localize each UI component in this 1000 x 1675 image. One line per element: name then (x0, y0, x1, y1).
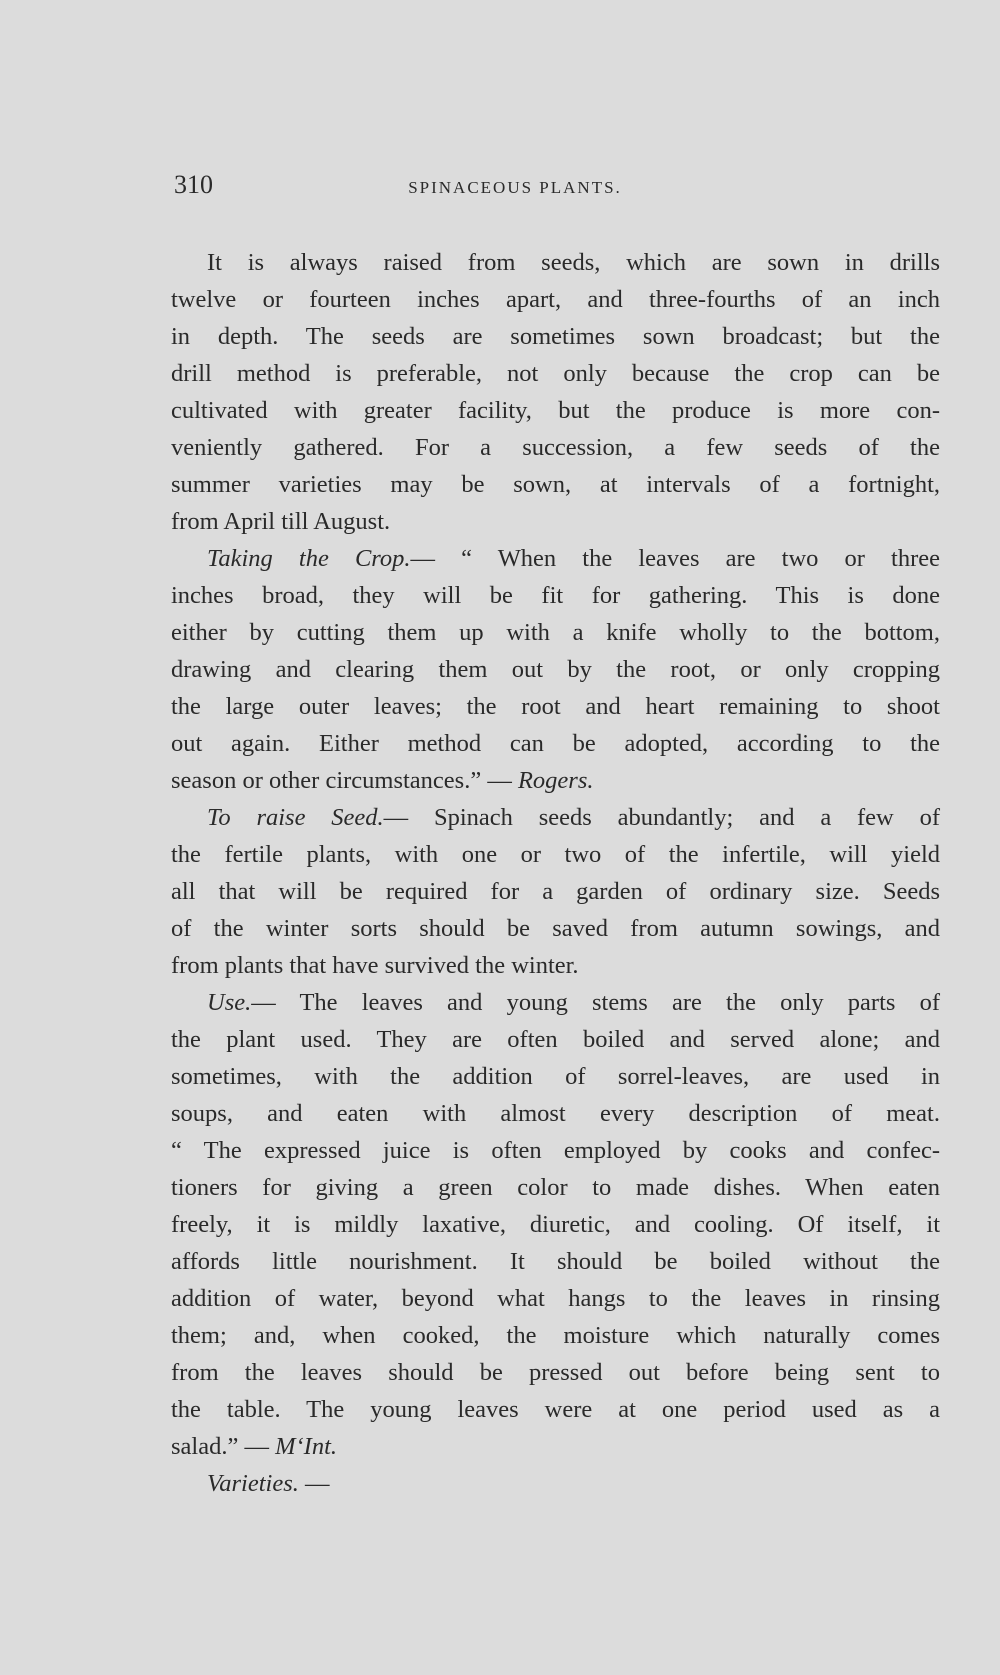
line-text: the table. The young leaves were at one period used as a (171, 1396, 940, 1423)
text-line (171, 281, 940, 318)
page-body (171, 244, 940, 1502)
text-line (171, 651, 940, 688)
text-line (171, 392, 940, 429)
attribution: Rogers. (517, 767, 594, 794)
text-line (171, 688, 940, 725)
line-text: the fertile plants, with one or two of the infertile, will yield (171, 841, 940, 868)
text-line (171, 725, 940, 762)
line-text: the plant used. They are often boiled and served alone; and (171, 1026, 940, 1053)
text-line (171, 503, 940, 540)
text-line (171, 429, 940, 466)
text-line (171, 1280, 940, 1317)
line-text: out again. Either method can be adopted, according to the (171, 730, 940, 757)
line-text: from April till August. (171, 508, 391, 535)
line-text: twelve or fourteen inches apart, and three-fourths of an inch (171, 286, 940, 313)
line-text: sometimes, with the addition of sorrel-leaves, are used in (171, 1063, 940, 1090)
line-text: soups, and eaten with almost every description of meat. (171, 1100, 940, 1127)
line-text: — “ When the leaves are two or three (410, 545, 940, 572)
text-line (171, 1465, 940, 1502)
line-text: in depth. The seeds are sometimes sown broadcast; but the (171, 323, 940, 350)
text-line (171, 1169, 940, 1206)
text-line (171, 466, 940, 503)
attribution: M‘Int. (275, 1433, 338, 1460)
line-text: addition of water, beyond what hangs to the leaves in rinsing (171, 1285, 940, 1312)
text-line (171, 873, 940, 910)
line-text: drawing and clearing them out by the root, or only cropping (171, 656, 940, 683)
text-line (171, 1428, 940, 1465)
line-text: veniently gathered. For a succession, a few seeds of the (171, 434, 940, 461)
text-line (171, 762, 940, 799)
text-line (171, 1391, 940, 1428)
line-text: summer varieties may be sown, at intervals of a fortnight, (171, 471, 940, 498)
section-heading: Use. (207, 989, 252, 1016)
text-line (171, 1354, 940, 1391)
line-text: all that will be required for a garden of ordinary size. Seeds (171, 878, 940, 905)
line-text: — (298, 1470, 330, 1497)
line-text: cultivated with greater facility, but the produce is more con- (171, 397, 940, 424)
line-text: the large outer leaves; the root and heart remaining to shoot (171, 693, 940, 720)
line-text: inches broad, they will be fit for gathering. This is done (171, 582, 940, 609)
text-line (171, 1095, 940, 1132)
text-line (171, 577, 940, 614)
text-line (171, 910, 940, 947)
line-text: season or other circumstances.” — (171, 767, 518, 794)
running-title: SPINACEOUS PLANTS. (408, 178, 622, 197)
text-line (171, 318, 940, 355)
line-text: them; and, when cooked, the moisture which naturally comes (171, 1322, 940, 1349)
section-heading: To raise Seed. (207, 804, 384, 831)
text-line (171, 244, 940, 281)
text-line (171, 1206, 940, 1243)
line-text: of the winter sorts should be saved from autumn sowings, and (171, 915, 940, 942)
line-text: tioners for giving a green color to made dishes. When eaten (171, 1174, 940, 1201)
text-line (171, 984, 940, 1021)
line-text: from plants that have survived the winter. (171, 952, 579, 979)
text-line (171, 1243, 940, 1280)
text-line (171, 1317, 940, 1354)
line-text: — The leaves and young stems are the only parts of (251, 989, 940, 1016)
line-text: It is always raised from seeds, which are sown in drills (207, 249, 940, 276)
section-heading: Varieties. (207, 1470, 299, 1497)
line-text: drill method is preferable, not only because the crop can be (171, 360, 940, 387)
line-text: freely, it is mildly laxative, diuretic, and cooling. Of itself, it (171, 1211, 940, 1238)
text-line (171, 1058, 940, 1095)
text-line (171, 1132, 940, 1169)
line-text: “ The expressed juice is often employed by cooks and confec- (171, 1137, 940, 1164)
line-text: from the leaves should be pressed out before being sent to (171, 1359, 940, 1386)
page-number: 310 (174, 170, 213, 199)
line-text: — Spinach seeds abundantly; and a few of (383, 804, 940, 831)
text-line (171, 947, 940, 984)
line-text: salad.” — (171, 1433, 276, 1460)
section-heading: Taking the Crop. (207, 545, 411, 572)
text-line (171, 355, 940, 392)
text-line (171, 1021, 940, 1058)
text-line (171, 540, 940, 577)
line-text: either by cutting them up with a knife wholly to the bottom, (171, 619, 940, 646)
text-line (171, 836, 940, 873)
text-line (171, 799, 940, 836)
line-text: affords little nourishment. It should be boiled without the (171, 1248, 940, 1275)
text-line (171, 614, 940, 651)
